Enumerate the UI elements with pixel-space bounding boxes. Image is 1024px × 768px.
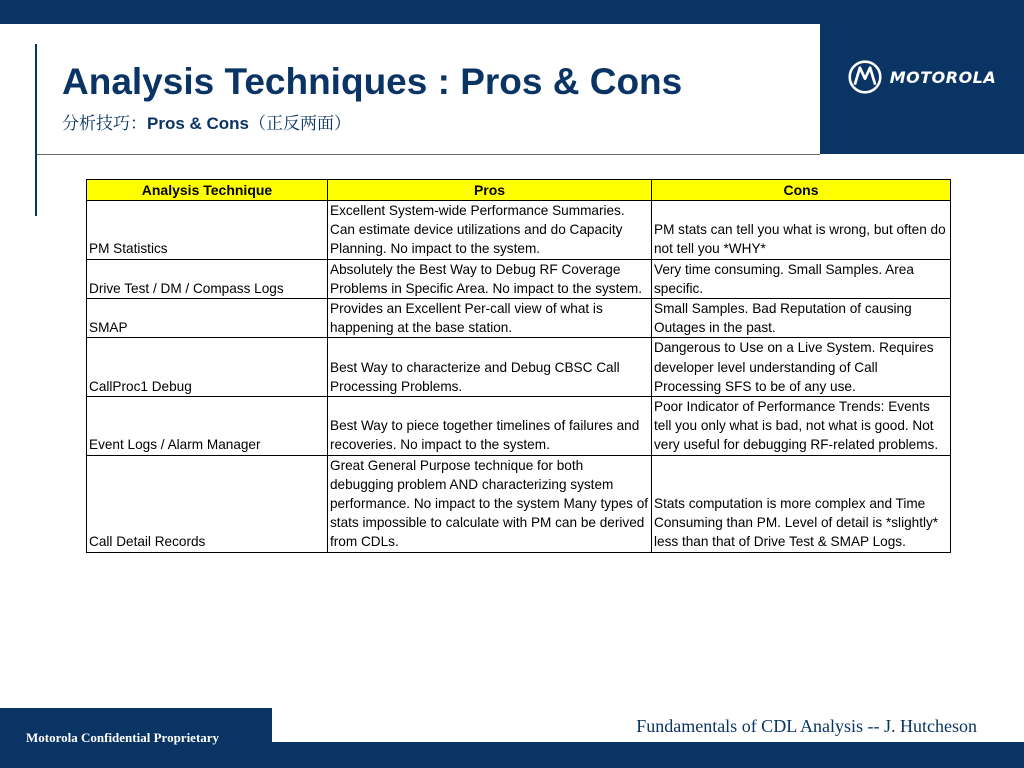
header-pros: Pros xyxy=(328,180,652,201)
subtitle-cn-suffix: （正反两面） xyxy=(249,114,352,134)
confidential-label: Motorola Confidential Proprietary xyxy=(0,708,272,768)
subtitle-en: Pros & Cons xyxy=(147,114,250,133)
pros-cell: Best Way to piece together timelines of failures and recoveries. No impact to the system. xyxy=(328,397,652,456)
cons-cell: Stats computation is more complex and Time Consuming than PM. Level of detail is *slightly* less than that of Drive Test & SMAP Logs. xyxy=(652,455,951,552)
cons-cell: Dangerous to Use on a Live System. Requires developer level understanding of Call Processing SFS to be of any use. xyxy=(652,338,951,397)
table-row xyxy=(87,201,951,260)
cons-cell: Poor Indicator of Performance Trends: Events tell you only what is bad, not what is good. Not very useful for debugging RF-related problems. xyxy=(652,397,951,456)
header-cons: Cons xyxy=(652,180,951,201)
motorola-batwing-icon xyxy=(848,60,882,94)
pros-cell: Excellent System-wide Performance Summaries. Can estimate device utilizations and do Capacity Planning. No impact to the system. xyxy=(328,201,652,260)
technique-cell: PM Statistics xyxy=(87,201,328,260)
pros-cell: Best Way to characterize and Debug CBSC Call Processing Problems. xyxy=(328,338,652,397)
subtitle-cn-prefix: 分析技巧： xyxy=(62,114,147,134)
cons-cell: Small Samples. Bad Reputation of causing Outages in the past. xyxy=(652,299,951,338)
page-subtitle xyxy=(62,109,351,134)
page-title: Analysis Techniques : Pros & Cons xyxy=(62,61,683,102)
technique-cell: Drive Test / DM / Compass Logs xyxy=(87,259,328,298)
cons-cell: Very time consuming. Small Samples. Area specific. xyxy=(652,259,951,298)
cons-cell: PM stats can tell you what is wrong, but often do not tell you *WHY* xyxy=(652,201,951,260)
table-row xyxy=(87,299,951,338)
table-row xyxy=(87,259,951,298)
header-technique: Analysis Technique xyxy=(87,180,328,201)
techniques-table xyxy=(86,179,951,553)
table-header-row xyxy=(87,180,951,201)
logo-wordmark: MOTOROLA xyxy=(889,67,997,87)
table-row xyxy=(87,397,951,456)
pros-cell: Absolutely the Best Way to Debug RF Coverage Problems in Specific Area. No impact to the system. xyxy=(328,259,652,298)
table-row xyxy=(87,338,951,397)
motorola-logo xyxy=(820,0,1024,154)
technique-cell: Call Detail Records xyxy=(87,455,328,552)
horizontal-divider xyxy=(37,154,820,155)
technique-cell: Event Logs / Alarm Manager xyxy=(87,397,328,456)
vertical-divider xyxy=(35,44,37,216)
technique-cell: SMAP xyxy=(87,299,328,338)
pros-cell: Provides an Excellent Per-call view of what is happening at the base station. xyxy=(328,299,652,338)
table-row xyxy=(87,455,951,552)
pros-cell: Great General Purpose technique for both debugging problem AND characterizing system performance. No impact to the system Many types of stats impossible to calculate with PM can be derived from CDLs. xyxy=(328,455,652,552)
technique-cell: CallProc1 Debug xyxy=(87,338,328,397)
course-footer: Fundamentals of CDL Analysis -- J. Hutcheson xyxy=(636,716,977,736)
